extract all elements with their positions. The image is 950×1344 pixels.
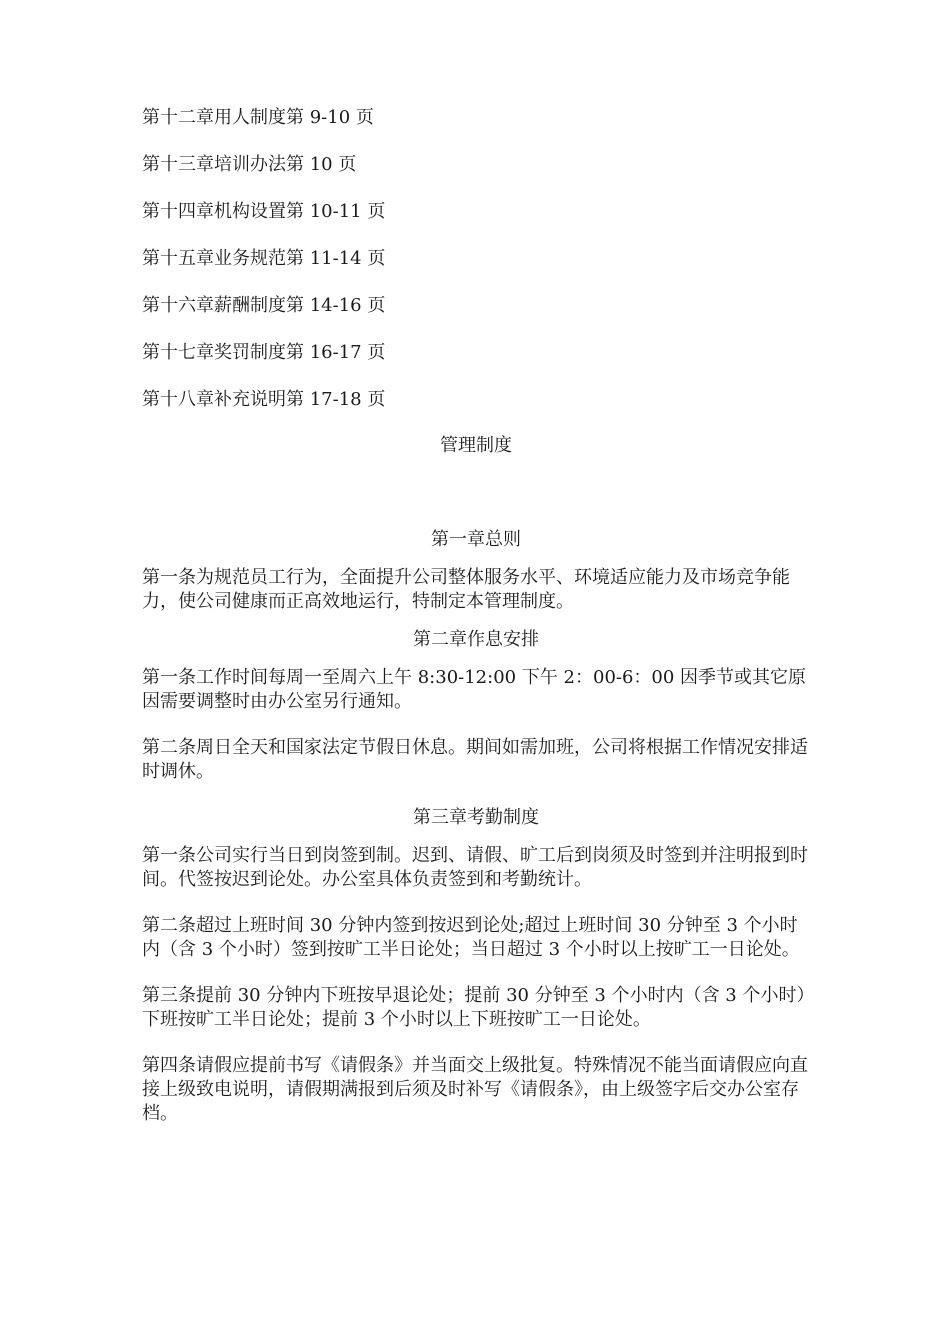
toc-line-16: 第十六章薪酬制度第 14-16 页 — [142, 295, 386, 316]
toc-line-13: 第十三章培训办法第 10 页 — [142, 154, 357, 175]
chapter3-article4: 第四条请假应提前书写《请假条》并当面交上级批复。特殊情况不能当面请假应向直接上级致电说明，请假期满报到后须及时补写《请假条》，由上级签字后交办公室存档。 — [142, 1055, 808, 1124]
toc-line-18: 第十八章补充说明第 17-18 页 — [142, 389, 386, 410]
chapter2-article2: 第二条周日全天和国家法定节假日休息。期间如需加班，公司将根据工作情况安排适时调休。 — [142, 737, 808, 782]
main-title: 管理制度 — [440, 435, 512, 456]
chapter3-title: 第三章考勤制度 — [413, 807, 539, 828]
chapter3-article2: 第二条超过上班时间 30 分钟内签到按迟到论处;超过上班时间 30 分钟至 3 个小时内（含 3 个小时）签到按旷工半日论处；当日超过 3 个小时以上按旷工一日论处。 — [142, 915, 800, 960]
chapter3-article3: 第三条提前 30 分钟内下班按早退论处；提前 30 分钟至 3 个小时内（含 3 个小时）下班按旷工半日论处；提前 3 个小时以上下班按旷工一日论处。 — [142, 985, 806, 1030]
chapter3-article1: 第一条公司实行当日到岗签到制。迟到、请假、旷工后到岗须及时签到并注明报到时间。代签按迟到论处。办公室具体负责签到和考勤统计。 — [142, 845, 808, 890]
toc-line-17: 第十七章奖罚制度第 16-17 页 — [142, 342, 386, 363]
chapter2-title: 第二章作息安排 — [413, 629, 539, 650]
document-page — [142, 106, 810, 1126]
toc-line-15: 第十五章业务规范第 11-14 页 — [142, 248, 386, 269]
chapter1-article1: 第一条为规范员工行为，全面提升公司整体服务水平、环境适应能力及市场竞争能力，使公司健康而正高效地运行，特制定本管理制度。 — [142, 567, 790, 612]
toc-line-12: 第十二章用人制度第 9-10 页 — [142, 107, 374, 128]
chapter2-article1: 第一条工作时间每周一至周六上午 8:30-12:00 下午 2：00-6：00 因季节或其它原因需要调整时由办公室另行通知。 — [142, 667, 807, 712]
toc-line-14: 第十四章机构设置第 10-11 页 — [142, 201, 386, 222]
chapter1-title: 第一章总则 — [431, 529, 521, 550]
